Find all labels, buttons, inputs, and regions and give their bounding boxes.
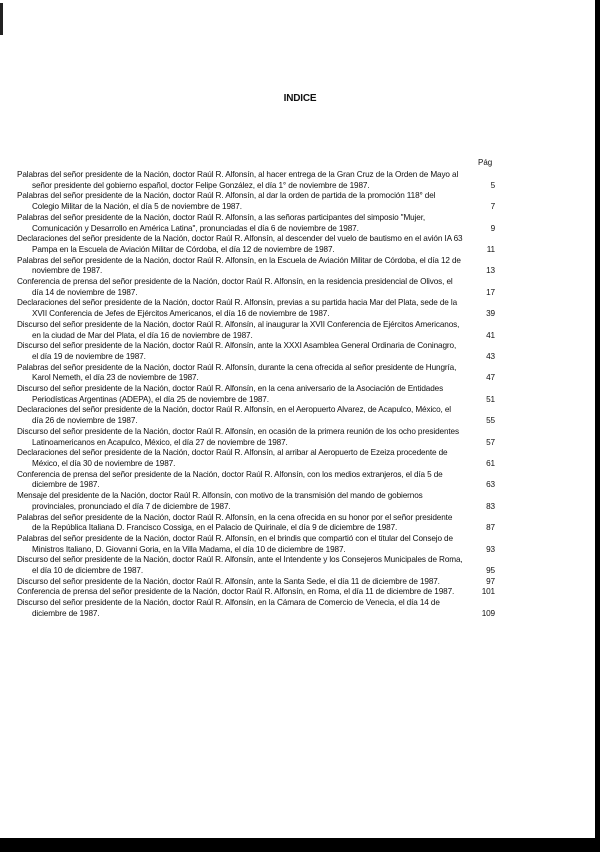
index-entry-text: Declaraciones del señor presidente de la Nación, doctor Raúl R. Alfonsín, al descender del vuelo de bautismo en el avión IA 63 Pampa en la Escuela de Aviación Militar de Córdoba, el día 12 de noviembre de 1987.: [17, 234, 463, 254]
index-entry-page-number: 7: [490, 202, 495, 212]
index-entry: [17, 555, 495, 576]
index-entry-page-number: 101: [481, 587, 495, 597]
index-entry: [17, 470, 495, 491]
index-entry: [17, 513, 495, 534]
index-entry-page-number: 13: [486, 266, 495, 276]
index-entry: [17, 491, 495, 512]
index-entry-page-number: 57: [486, 437, 495, 447]
index-entry-page-number: 43: [486, 351, 495, 361]
page-title: INDICE: [283, 93, 317, 104]
index-entry-text: Discurso del señor presidente de la Nación, doctor Raúl R. Alfonsín, en la Cámara de Comercio de Venecia, el día 14 de diciembre de 1987.: [17, 598, 440, 618]
scan-border-bottom: [0, 838, 600, 852]
index-entry-page-number: 17: [486, 287, 495, 297]
index-entry: [17, 598, 495, 619]
index-entry-text: Discurso del señor presidente de la Nación, doctor Raúl R. Alfonsín, ante la Santa Sede, el día 11 de diciembre de 1987.: [17, 576, 440, 586]
index-entry: [17, 213, 495, 234]
index-entry: [17, 534, 495, 555]
index-entry: [17, 320, 495, 341]
index-entry: [17, 363, 495, 384]
index-entry-text: Conferencia de prensa del señor presidente de la Nación, doctor Raúl R. Alfonsín, en Roma, el día 11 de diciembre de 1987.: [17, 587, 455, 597]
index-entry-text: Discurso del señor presidente de la Nación, doctor Raúl R. Alfonsín, en ocasión de la primera reunión de los ocho presidentes Latinoamericanos en Acapulco, México, el día 27 de noviembre de 1987.: [17, 426, 459, 447]
index-entry-text: Palabras del señor presidente de la Nación, doctor Raúl R. Alfonsín, a las señoras participantes del simposio "Mujer, Comunicación y Desarrollo en América Latina", pronunciadas el día 6 de noviembre de 1987.: [17, 212, 426, 233]
scan-border-right: [595, 0, 600, 852]
index-entry-page-number: 41: [486, 330, 495, 340]
scan-edge-mark: [0, 3, 3, 35]
index-entry-page-number: 39: [486, 309, 495, 319]
index-entry-text: Mensaje del presidente de la Nación, doctor Raúl R. Alfonsín, con motivo de la transmisión del mando de gobiernos provinciales, pronunciado el día 7 de diciembre de 1987.: [17, 491, 423, 511]
index-entry: [17, 298, 495, 319]
index-entry-text: Palabras del señor presidente de la Nación, doctor Raúl R. Alfonsín, al dar la orden de partida de la promoción 118° del Colegio Militar de la Nación, el día 5 de noviembre de 1987.: [17, 191, 436, 212]
index-entry-page-number: 61: [486, 458, 495, 468]
index-entry-text: Discurso del señor presidente de la Nación, doctor Raúl R. Alfonsín, en la cena aniversario de la Asociación de Entidades Periodísticas Argentinas (ADEPA), el día 25 de noviembre de 1987.: [17, 384, 444, 404]
index-entry-text: Palabras del señor presidente de la Nación, doctor Raúl R. Alfonsín, durante la cena ofrecida al señor presidente de Hungría, Karol Nemeth, el día 23 de noviembre de 1987.: [17, 362, 457, 383]
index-entry: [17, 448, 495, 469]
index-entry-page-number: 109: [481, 608, 495, 618]
index-entry-page-number: 63: [486, 480, 495, 490]
index-entry-page-number: 97: [486, 576, 495, 586]
index-entry-page-number: 55: [486, 416, 495, 426]
index-entry: [17, 170, 495, 191]
index-entry: [17, 587, 495, 598]
index-entry-text: Declaraciones del señor presidente de la Nación, doctor Raúl R. Alfonsín, previas a su partida hacia Mar del Plata, sede de la XVII Conferencia de Jefes de Ejércitos Americanos, el día 16 de noviembre de 1987.: [17, 298, 457, 319]
index-entry-text: Palabras del señor presidente de la Nación, doctor Raúl R. Alfonsín, en el brindis que compartió con el titular del Consejo de Ministros Italiano, D. Giovanni Goria, en la Villa Madama, el día 10 de diciembre de 1987.: [17, 533, 453, 554]
index-entry-text: Discurso del señor presidente de la Nación, doctor Raúl R. Alfonsín, al inaugurar la XVII Conferencia de Ejércitos Americanos, en la ciudad de Mar del Plata, el día 16 de noviembre de 1987.: [17, 319, 460, 340]
index-entry-page-number: 93: [486, 544, 495, 554]
index-entry-text: Discurso del señor presidente de la Nación, doctor Raúl R. Alfonsín, ante el Intendente y los Consejeros Municipales de Roma, el día 10 de diciembre de 1987.: [17, 555, 463, 576]
index-entry-text: Conferencia de prensa del señor presidente de la Nación, doctor Raúl R. Alfonsín, con los medios extranjeros, el día 5 de diciembre de 1987.: [17, 469, 443, 490]
index-entry-text: Palabras del señor presidente de la Nación, doctor Raúl R. Alfonsín, en la cena ofrecida en su honor por el señor presidente de la República Italiana D. Francisco Cossiga, en el Palacio de Quirinale, el día 9 de diciembre de 1987.: [17, 512, 453, 533]
index-entry: [17, 256, 495, 277]
index-entry-page-number: 5: [490, 180, 495, 190]
index-entry: [17, 405, 495, 426]
index-entry: [17, 277, 495, 298]
index-entry-text: Palabras del señor presidente de la Nación, doctor Raúl R. Alfonsín, al hacer entrega de la Gran Cruz de la Orden de Mayo al señor presidente del gobierno español, doctor Felipe González, el día 1° de noviembre de 1987.: [17, 170, 459, 190]
index-entry: [17, 341, 495, 362]
index-entry-page-number: 83: [486, 501, 495, 511]
index-entry-page-number: 9: [490, 223, 495, 233]
index-entry-text: Declaraciones del señor presidente de la Nación, doctor Raúl R. Alfonsín, al arribar al Aeropuerto de Ezeiza procedente de México, el día 30 de noviembre de 1987.: [17, 448, 448, 468]
index-entry-page-number: 47: [486, 373, 495, 383]
index-list: [17, 170, 495, 620]
index-entry-text: Palabras del señor presidente de la Nación, doctor Raúl R. Alfonsín, en la Escuela de Aviación Militar de Córdoba, el día 12 de noviembre de 1987.: [17, 255, 461, 276]
index-entry-text: Conferencia de prensa del señor presidente de la Nación, doctor Raúl R. Alfonsín, en la residencia presidencial de Olivos, el día 14 de noviembre de 1987.: [17, 277, 453, 297]
index-entry-text: Discurso del señor presidente de la Nación, doctor Raúl R. Alfonsín, ante la XXXI Asamblea General Ordinaria de Coninagro, el día 19 de noviembre de 1987.: [17, 341, 457, 361]
index-entry-page-number: 87: [486, 523, 495, 533]
index-entry-page-number: 51: [486, 394, 495, 404]
index-entry-page-number: 11: [486, 244, 495, 254]
index-entry: [17, 234, 495, 255]
index-entry-text: Declaraciones del señor presidente de la Nación, doctor Raúl R. Alfonsín, en el Aeropuerto Alvarez, de Acapulco, México, el día 26 de noviembre de 1987.: [17, 405, 451, 426]
index-entry: [17, 384, 495, 405]
index-entry: [17, 191, 495, 212]
index-entry: [17, 427, 495, 448]
index-entry-page-number: 95: [486, 566, 495, 576]
index-entry: [17, 577, 495, 588]
page-column-header: Pág: [478, 158, 493, 167]
